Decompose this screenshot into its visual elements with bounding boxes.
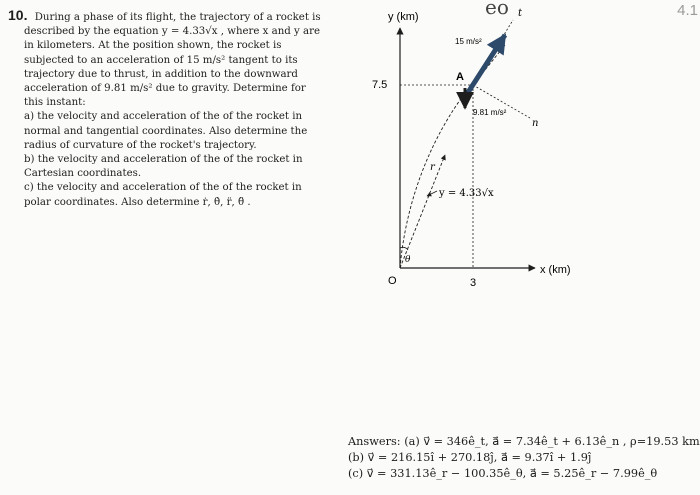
- theta-arc: [400, 247, 408, 250]
- trajectory-diagram: [355, 0, 700, 300]
- tangent-label: t: [518, 8, 523, 19]
- problem-line: radius of curvature of the rocket's trajectory.: [24, 139, 257, 151]
- problem-line: subjected to an acceleration of 15 m/s² tangent to its: [24, 54, 298, 66]
- thrust-label: 15 m/s²: [455, 37, 482, 46]
- problem-line: Cartesian coordinates.: [24, 168, 142, 180]
- corner-handwriting: 4.1: [677, 2, 698, 19]
- problem-line: trajectory due to thrust, in addition to the downward: [24, 68, 298, 80]
- problem-line: normal and tangential coordinates. Also determine the: [24, 125, 308, 137]
- problem-line: in kilometers. At the position shown, the rocket is: [24, 40, 282, 52]
- point-a-label: A: [456, 71, 464, 83]
- y-axis-label: y (km): [388, 11, 419, 23]
- problem-line: described by the equation y = 4.33√x , where x and y are: [24, 26, 321, 38]
- position-vector: [400, 155, 445, 268]
- trajectory-figure: [355, 0, 700, 300]
- curve-equation-label: y = 4.33√x: [439, 188, 494, 199]
- handwritten-note: eo: [485, 0, 509, 19]
- part-a: a) the velocity and acceleration of the of the rocket in: [24, 111, 303, 123]
- answer-b: (b) v⃗ = 216.15î + 270.18ĵ, a⃗ = 9.37î + 1.9ĵ: [348, 451, 592, 464]
- x-axis-label: x (km): [540, 264, 571, 276]
- problem-line: polar coordinates. Also determine ṙ, θ̇, r̈, θ̈ .: [24, 196, 251, 208]
- problem-statement: [8, 8, 348, 210]
- x-tick-label: 3: [470, 277, 477, 289]
- r-label: r: [430, 162, 435, 173]
- normal-label: n: [532, 118, 539, 129]
- problem-line: this instant:: [24, 97, 86, 109]
- answer-a: (a) v⃗ = 346ê_t, a⃗ = 7.34ê_t + 6.13ê_n , ρ=19.53 km: [404, 435, 700, 448]
- answer-a-line: [348, 434, 700, 450]
- y-tick-label: 7.5: [372, 79, 388, 91]
- curve-label-pointer: [427, 191, 437, 196]
- problem-number: 10.: [8, 7, 28, 23]
- answers-heading: Answers:: [348, 435, 401, 448]
- theta-label: θ: [405, 255, 411, 265]
- part-c: c) the velocity and acceleration of the of the rocket in: [24, 182, 302, 194]
- answer-c: (c) v⃗ = 331.13ê_r − 100.35ê_θ, a⃗ = 5.25ê_r − 7.99ê_θ: [348, 467, 658, 480]
- answers-block: [348, 434, 700, 482]
- gravity-label: 9.81 m/s²: [473, 108, 507, 117]
- part-b: b) the velocity and acceleration of the of the rocket in: [24, 154, 303, 166]
- problem-line: acceleration of 9.81 m/s² due to gravity. Determine for: [24, 83, 306, 95]
- problem-line-1: 10. During a phase of its flight, the trajectory of a rocket is: [8, 7, 321, 23]
- trajectory-curve: [400, 45, 505, 268]
- origin-label: O: [388, 275, 397, 287]
